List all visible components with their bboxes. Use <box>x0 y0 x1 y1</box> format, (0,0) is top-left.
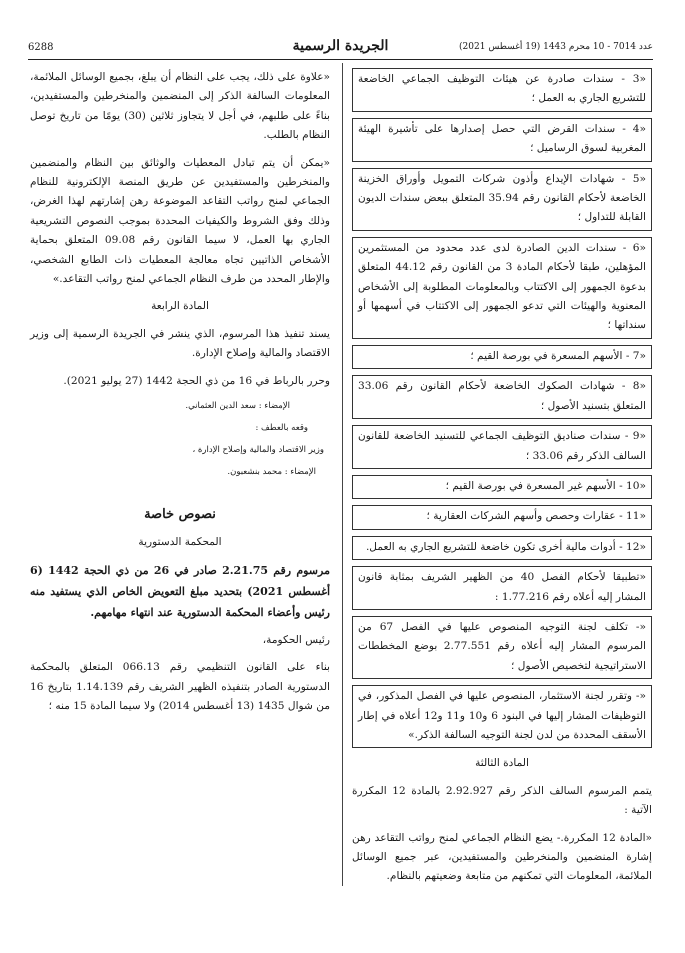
left-column <box>30 68 330 717</box>
right-column <box>352 68 652 887</box>
item-text: «10 - الأسهم غير المسعرة في بورصة القيم ؛ <box>445 479 646 492</box>
section-title: نصوص خاصة <box>144 507 216 523</box>
list-item <box>352 118 652 162</box>
list-item <box>352 566 652 610</box>
item-text: «7 - الأسهم المسعرة في بورصة القيم ؛ <box>470 349 646 362</box>
list-item <box>352 616 652 679</box>
list-item <box>352 345 652 369</box>
list-item <box>352 375 652 419</box>
signature: الإمضاء : محمد بنشعبون. <box>227 467 316 478</box>
page-number: 6288 <box>28 42 54 53</box>
journal-title: الجريدة الرسمية <box>292 38 389 54</box>
item-text: «- وتقرر لجنة الاستثمار، المنصوص عليها في الفصل المذكور، في التوظيفات المشار إليها في البنود 6 و10 و11 و12 أعلاه في إطار الأسقف المحددة من لدن لجنة التوجيه السالفة الذكر.» <box>358 690 647 741</box>
list-item <box>352 237 652 339</box>
list-item <box>352 168 652 231</box>
article-title: المادة الرابعة <box>151 300 209 313</box>
item-text: «5 - شهادات الإيداع وأذون شركات التمويل وأوراق الخزينة الخاضعة لأحكام القانون رقم 35.94 المتعلق ببعض سندات الديون القابلة للتداول ؛ <box>358 172 646 224</box>
item-text: «تطبيقا لأحكام الفصل 40 من الظهير الشريف بمثابة قانون المشار إليه أعلاه رقم 1.77.216 : <box>358 571 646 603</box>
item-text: «9 - سندات صناديق التوظيف الجماعي للتسنيد الخاضعة للقانون السالف الذكر رقم 33.06 ؛ <box>358 430 646 462</box>
signatory-title: رئيس الحكومة، <box>262 633 330 646</box>
article-text: «المادة 12 المكررة.- يضع النظام الجماعي لمنح رواتب التقاعد رهن إشارة المنضمين والمنخرطين والمستفيدين، عبر جميع الوسائل الملائمة، المعلومات التي تمكنهم من متابعة وضعيتهم بالنظام. <box>352 831 652 883</box>
item-text: «12 - أدوات مالية أخرى تكون خاضعة للتشريع الجاري به العمل. <box>365 540 646 553</box>
countersign-label: وقعه بالعطف : <box>255 423 308 434</box>
decree-title: مرسوم رقم 2.21.75 صادر في 26 من ذي الحجة 1442 (6 أغسطس 2021) بتحديد مبلغ التعويض الخاص الذي يستفيد منه رئيس وأعضاء المحكمة الدستورية عند انتهاء مهامهم. <box>30 563 331 619</box>
item-text: «4 - سندات القرض التي حصل إصدارها على تأشيرة الهيئة المغربية لسوق الرساميل ؛ <box>358 122 646 155</box>
minister-title: وزير الاقتصاد والمالية وإصلاح الإدارة ، <box>192 445 324 456</box>
page-header <box>28 38 653 58</box>
column-divider <box>342 63 343 886</box>
item-text: «8 - شهادات الصكوك الخاضعة لأحكام القانون رقم 33.06 المتعلق بتسنيد الأصول ؛ <box>358 380 646 412</box>
list-item <box>352 505 652 529</box>
paragraph: «يمكن أن يتم تبادل المعطيات والوثائق بين النظام والمنضمين والمنخرطين والمستفيدين عن طريق المنصة الإلكترونية للنظام الجماعي لمنح رواتب التقاعد الموضوعة رهن إشارتهم لهذا الغرض، وذلك وفق الشروط والكيفيات المحددة بموجب النصوص التشريعية الجاري بها العمل، لا سيما القانون رقم 09.08 المتعلق بحماية الأشخاص الذاتيين تجاه معالجة المعطيات ذات الطابع الشخصي، والإطار المحدد من طرف النظام الجماعي لمنح رواتب التقاعد.» <box>30 156 331 286</box>
article-text: يسند تنفيذ هذا المرسوم، الذي ينشر في الجريدة الرسمية إلى وزير الاقتصاد والمالية وإصلاح الإدارة. <box>30 327 330 360</box>
paragraph: بناء على القانون التنظيمي رقم 066.13 المتعلق بالمحكمة الدستورية الصادر بتنفيذه الظهير الشريف رقم 1.14.139 بتاريخ 16 من شوال 1435 (13 أغسطس 2014) ولا سيما المادة 15 منه ؛ <box>30 661 330 713</box>
signature: الإمضاء : سعد الدين العثماني. <box>185 401 290 412</box>
item-text: «3 - سندات صادرة عن هيئات التوظيف الجماعي الخاضعة للتشريع الجاري به العمل ؛ <box>358 73 646 105</box>
list-item <box>352 536 652 560</box>
list-item <box>352 475 652 499</box>
item-text: «- تكلف لجنة التوجيه المنصوص عليها في الفصل 67 من المرسوم المشار إليه أعلاه رقم 2.77.551 بوضع المخططات الاستراتيجية لتخصيص الأصول ؛ <box>358 620 646 672</box>
list-item <box>352 425 652 469</box>
paragraph: «علاوة على ذلك، يجب على النظام أن يبلغ، بجميع الوسائل الملائمة، المعلومات السالفة الذكر إلى المنضمين والمنخرطين والمستفيدين، بناءً على طلبهم، في أجل لا يتجاوز ثلاثين (30) يومًا من تاريخ توصل النظام بالطلب. <box>30 71 330 142</box>
article-title: المادة الثالثة <box>475 757 529 770</box>
item-text: «11 - عقارات وحصص وأسهم الشركات العقارية ؛ <box>426 510 646 523</box>
court-name: المحكمة الدستورية <box>138 535 222 548</box>
issue-info: عدد 7014 - 10 محرم 1443 (19 أغسطس 2021) <box>459 42 653 52</box>
list-item <box>352 68 652 112</box>
header-rule <box>28 59 653 60</box>
list-item <box>352 685 652 748</box>
item-text: «6 - سندات الدين الصادرة لدى عدد محدود من المستثمرين المؤهلين، طبقا لأحكام المادة 3 من القانون رقم 44.12 المتعلق بدعوة الجمهور إلى الاكتتاب وبالمعلومات المطلوبة إلى الأشخاص المعنوية والهيئات التي تدعو الجمهور إلى الاكتتاب في أسهمها أو سنداتها ؛ <box>358 241 646 332</box>
done-at: وحرر بالرباط في 16 من ذي الحجة 1442 (27 يوليو 2021). <box>63 374 330 387</box>
article-text: يتمم المرسوم السالف الذكر رقم 2.92.927 بالمادة 12 المكررة الآتية : <box>352 784 652 817</box>
